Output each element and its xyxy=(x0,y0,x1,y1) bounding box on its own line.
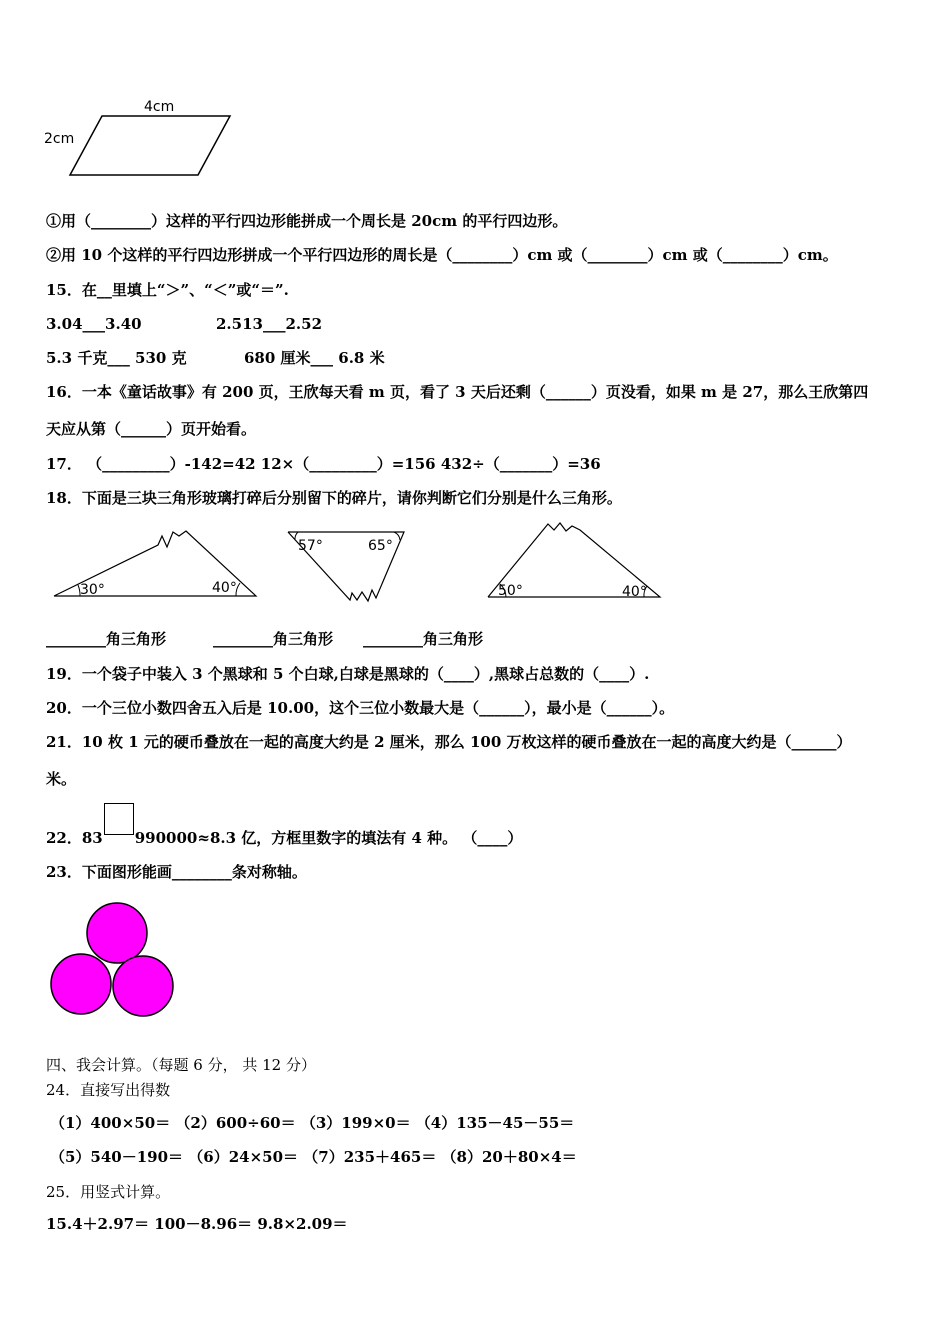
circle-bottom-left xyxy=(51,954,111,1014)
question-22 xyxy=(46,815,522,848)
triangle-answer-3: ________角三角形 xyxy=(363,630,484,648)
parallelogram-top-label: 4cm xyxy=(144,99,175,115)
question-15-b: 2.513___2.52 xyxy=(216,315,323,333)
question-18: 18．下面是三块三角形玻璃打碎后分别留下的碎片，请你判断它们分别是什么三角形。 xyxy=(46,489,622,507)
question-24: 24．直接写出得数 xyxy=(46,1081,171,1099)
question-15-d: 680 厘米___ 6.8 米 xyxy=(244,349,385,367)
triangle-fragment-3 xyxy=(484,518,666,603)
triangle-2-angle-left: 57° xyxy=(298,538,323,554)
triangle-3-angle-right: 40° xyxy=(622,584,647,600)
question-20: 20．一个三位小数四舍五入后是 10.00，这个三位小数最大是（______），最小是（______）。 xyxy=(46,699,675,717)
triangle-answer-1: ________角三角形 xyxy=(46,630,167,648)
section-4-heading: 四、我会计算。（每题 6 分， 共 12 分） xyxy=(46,1056,316,1074)
question-15-c: 5.3 千克___ 530 克 xyxy=(46,349,187,367)
triangle-1-angle-right: 40° xyxy=(212,580,237,596)
question-21-line-1: 21．10 枚 1 元的硬币叠放在一起的高度大约是 2 厘米，那么 100 万枚这样的硬币叠放在一起的高度大约是（______） xyxy=(46,733,852,751)
triangle-answer-2: ________角三角形 xyxy=(213,630,334,648)
question-23: 23．下面图形能画________条对称轴。 xyxy=(46,863,307,881)
question-24-row-2: （5）540－190＝ （6）24×50＝ （7）235＋465＝ （8）20＋80×4＝ xyxy=(50,1148,577,1166)
parallelogram-shape xyxy=(70,116,230,175)
question-15: 15．在__里填上“＞”、“＜”或“＝”. xyxy=(46,281,289,299)
question-22-prefix: 22．83 xyxy=(46,829,103,847)
triangle-3-angle-left: 50° xyxy=(498,583,523,599)
digit-box xyxy=(104,803,134,835)
question-25: 25．用竖式计算。 xyxy=(46,1183,171,1201)
question-24-row-1: （1）400×50＝ （2）600÷60＝ （3）199×0＝ （4）135－45－55＝ xyxy=(50,1114,575,1132)
triangle-fragment-1 xyxy=(50,525,260,603)
question-17: 17． （_________）-142=42 12×（_________）=156 432÷（_______）=36 xyxy=(46,455,601,473)
question-19: 19．一个袋子中装入 3 个黑球和 5 个白球,白球是黑球的（____）,黑球占总数的（____）. xyxy=(46,665,650,683)
question-14-part-2: ②用 10 个这样的平行四边形拼成一个平行四边形的周长是（________）cm 或（________）cm 或（________）cm。 xyxy=(46,246,838,264)
question-22-suffix: 990000≈8.3 亿，方框里数字的填法有 4 种。 （____） xyxy=(134,829,523,847)
circle-top xyxy=(87,903,147,963)
parallelogram-figure xyxy=(40,92,250,184)
question-25-row-1: 15.4＋2.97＝ 100－8.96＝ 9.8×2.09＝ xyxy=(46,1215,348,1233)
triangle-fragment-2 xyxy=(284,528,409,608)
parallelogram-side-label: 2cm xyxy=(44,131,75,147)
circle-bottom-right xyxy=(113,956,173,1016)
triangle-2-angle-right: 65° xyxy=(368,538,393,554)
three-circles-figure xyxy=(46,898,180,1023)
question-16-line-2: 天应从第（______）页开始看。 xyxy=(46,420,257,438)
question-21-line-2: 米。 xyxy=(46,770,77,788)
question-14-part-1: ①用（________）这样的平行四边形能拼成一个周长是 20cm 的平行四边形。 xyxy=(46,212,568,230)
question-16-line-1: 16．一本《童话故事》有 200 页，王欣每天看 m 页，看了 3 天后还剩（______）页没看，如果 m 是 27，那么王欣第四 xyxy=(46,383,869,401)
question-15-a: 3.04___3.40 xyxy=(46,315,142,333)
triangle-1-angle-left: 30° xyxy=(80,582,105,598)
